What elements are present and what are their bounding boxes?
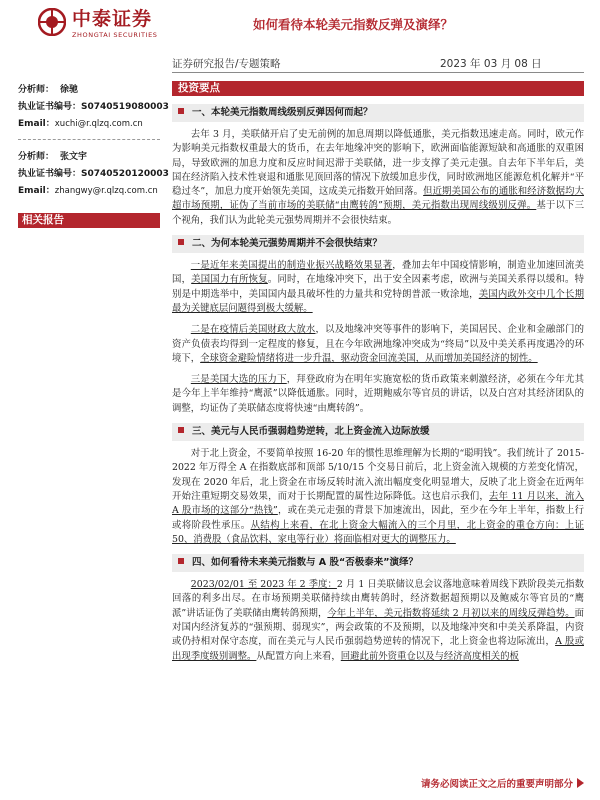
logo-chinese-text: 中泰证券 <box>72 8 153 30</box>
logo-english-text: ZHONGTAI SECURITIES <box>72 31 158 39</box>
question-2-paragraph-1: 一是近年来美国提出的制造业振兴战略效果显著，叠加去年中国疫情影响，制造业加速回流美国，美国国力有所恢复。同时，在地缘冲突下，出于安全因素考虑，欧洲与美国关系得以缓和。特别是中期选举中，美国国内最具破坏性的力量共和党特朗普派一败涂地，美国内政外交中几个长期最为关键底层问题得到极大缓解。 <box>172 260 584 314</box>
report-header <box>0 0 600 40</box>
sidebar-divider <box>18 139 160 140</box>
red-square-bullet-icon <box>178 427 184 433</box>
question-3-heading: 三、美元与人民币强弱趋势逆转，北上资金流入边际放缓 <box>172 423 584 441</box>
related-reports-heading: 相关报告 <box>18 213 160 228</box>
analyst-2-license-line: 执业证书编号：S0740520120003 <box>18 169 169 179</box>
analyst-2-email[interactable]: zhangwy@r.qlzq.com.cn <box>54 186 158 196</box>
analyst-1-email-line: Email：xuchi@r.qlzq.com.cn <box>18 119 143 129</box>
red-square-bullet-icon <box>178 239 184 245</box>
zhongtai-logo-mark-icon <box>38 8 66 36</box>
header-rule <box>172 72 584 73</box>
report-type: 证券研究报告/专题策略 <box>172 58 281 70</box>
analyst-1-license-line: 执业证书编号：S0740519080003 <box>18 102 169 112</box>
question-2-heading: 二、为何本轮美元强势周期并不会很快结束？ <box>172 235 584 253</box>
footer-disclaimer-note: 请务必阅读正文之后的重要声明部分 <box>421 776 584 790</box>
zhongtai-logo <box>38 8 158 42</box>
analyst-1-name-line: 分析师： 徐驰 <box>18 85 79 95</box>
analyst-2-name-line: 分析师： 张文宇 <box>18 152 88 162</box>
question-4-paragraph: 2023/02/01 至 2023 年 2 季度：2 月 1 日美联储议息会议落地意味着周线下跌阶段美元指数回落的利多出尽。在市场预期美联储持续由鹰转鸽时，经济数据超预期以及鲍威尔等官员的“鹰派”讲话证伪了美联储由鹰转鸽预期，今年上半年，美元指数将延续 2 月初以来的周线反弹趋势。面对国内经济复苏的“强预期、弱现实”，两会政策的不及预期，以及地缘冲突和中美关系降温，内资或仍持相对保守态度，而在美元与人民币强弱趋势逆转的情况下，北上资金也将边际流出，A 股或出现季度级别调整。从配置方向上来看，回避此前外资重仓以及与经济高度相关的板 <box>172 579 584 662</box>
question-2-paragraph-2: 二是在疫情后美国财政大放水，以及地缘冲突等事件的影响下，美国居民、企业和金融部门的资产负债表均得到一定程度的修复，且在今年欧洲地缘冲突成为“终局”以及中美关系再度遇冷的环境下，全球资金避险情绪将进一步升温，驱动资金回流美国，从而增加美国经济的韧性。 <box>172 324 584 364</box>
analyst-1-email[interactable]: xuchi@r.qlzq.com.cn <box>54 119 143 129</box>
red-square-bullet-icon <box>178 558 184 564</box>
question-1-heading: 一、本轮美元指数周线级别反弹因何而起？ <box>172 104 584 122</box>
document-title: 如何看待本轮美元指数反弹及演绎？ <box>253 17 454 32</box>
analyst-1-name: 徐驰 <box>60 85 79 95</box>
question-4-heading: 四、如何看待未来美元指数与 A 股“否极泰来”演绎？ <box>172 554 584 572</box>
analyst-2-email-line: Email：zhangwy@r.qlzq.com.cn <box>18 186 158 196</box>
question-1-paragraph: 去年 3 月，美联储开启了史无前例的加息周期以降低通胀，美元指数迅速走高。同时，欧元作为影响美元指数权重最大的货币，在去年地缘冲突的影响下，欧洲面临能源短缺和高通胀的双重困局，导致欧洲的加息力度和反应时间迟滞于美联储，进一步支撑了美元走强。自去年下半年后，美国在经济陷入技术性衰退和通胀见顶回落的情况下放缓加息步伐，同时欧洲地区能源危机化解并“平稳过冬”，加息力度开始领先美国，这成美元指数开始回落。但近期美国公布的通胀和经济数据均大超市场预期，证伪了当前市场的美联储“由鹰转鸽”预期，美元指数出现周线级别反弹。基于以下三个视角，我们认为此轮美元强势周期并不会很快结束。 <box>172 129 584 226</box>
main-content <box>172 81 584 671</box>
analyst-1-license: S0740519080003 <box>81 102 169 112</box>
report-date: 2023 年 03 月 08 日 <box>440 58 542 70</box>
red-square-bullet-icon <box>178 108 184 114</box>
analyst-2-license: S0740520120003 <box>81 169 169 179</box>
question-2-paragraph-3: 三是美国大选的压力下，拜登政府为在明年实施宽松的货币政策来刺激经济，必须在今年尤其是今年上半年维持“鹰派”以降低通胀。同时，近期鲍威尔等官员的讲话，以及白宫对其经济团队的调整，均证伪了美联储态度将快速“由鹰转鸽”。 <box>172 374 584 414</box>
section-title-investment-points: 投资要点 <box>172 81 584 96</box>
arrow-right-icon <box>577 778 584 788</box>
question-3-paragraph: 对于北上资金，不要简单按照 16-20 年的惯性思维理解为长期的“聪明钱”。我们统计了 2015-2022 年万得全 A 在指数底部和顶部 5/10/15 个交易日前后，北上资金流入规模的方差变化情况，发现在 2020 年后，北上资金在市场反转时流入流出幅度变化明显增大，反映了北上资金在近两年开始注重短期交易效果，而对于长期配置的属性边际降低。这也启示我们，去年 11 月以来，流入 A 股市场的这部分“热钱”，或在美元走强的背景下加速流出，因此，至少在今年上半年，指数上行或将阶段性承压。从结构上来看，在北上资金大幅流入的三个月里，北上资金的重仓方向：上证 50、消费股（食品饮料、家电等行业）将面临相对更大的调整压力。 <box>172 448 584 545</box>
analyst-2-name: 张文宇 <box>60 152 88 162</box>
